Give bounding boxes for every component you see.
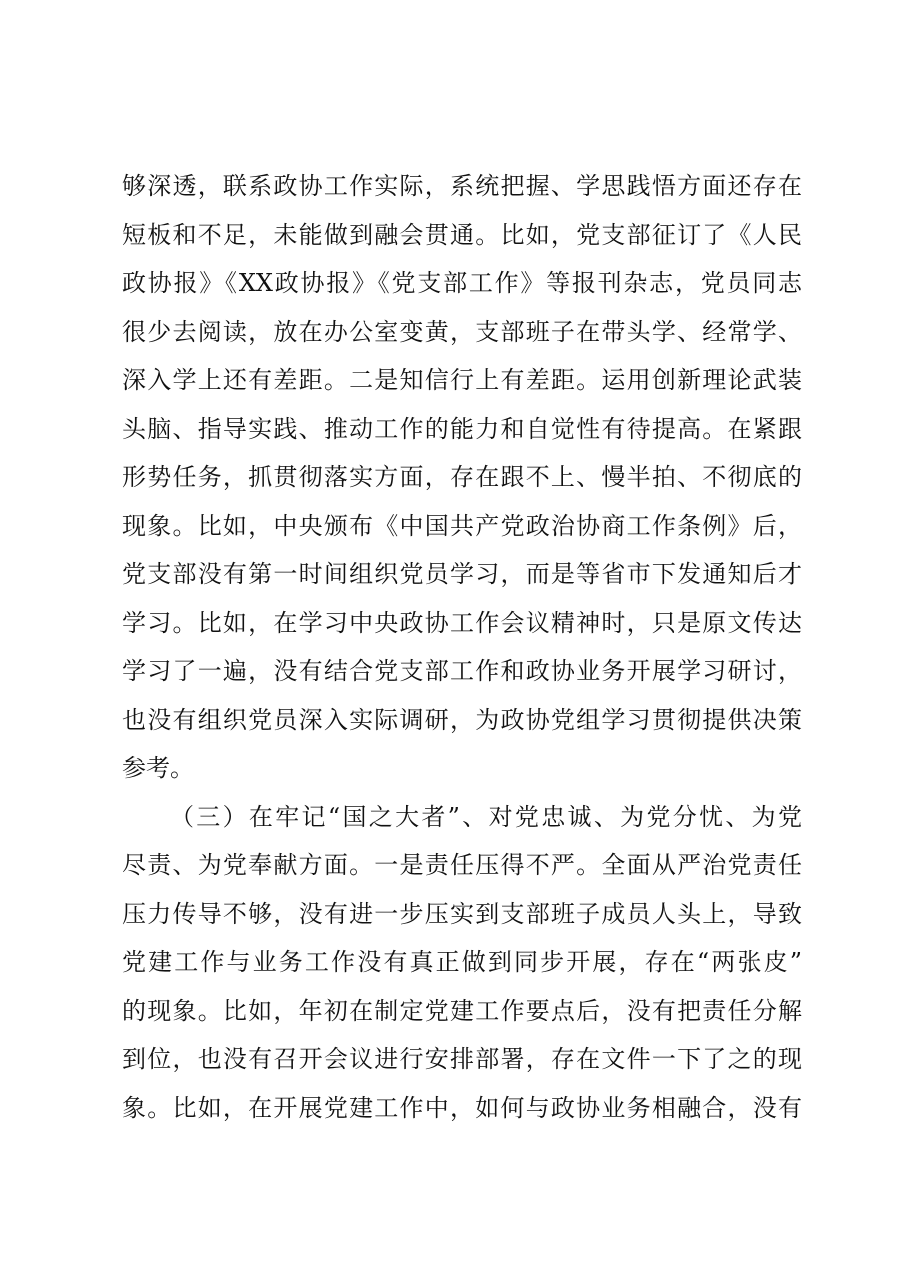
text-line: 的现象。比如，年初在制定党建工作要点后，没有把责任分解 [122, 996, 802, 1025]
paragraph-2 [122, 793, 802, 1133]
text-line: 头脑、指导实践、推动工作的能力和自觉性有待提高。在紧跟 [122, 414, 802, 443]
text-line: 到位，也没有召开会议进行安排部署，存在文件一下了之的现 [122, 1045, 802, 1073]
text-line: 尽责、为党奉献方面。一是责任压得不严。全面从严治党责任 [122, 851, 802, 879]
text-line: 现象。比如，中央颁布《中国共产党政治协商工作条例》后， [122, 511, 802, 540]
text-line: 短板和不足，未能做到融会贯通。比如，党支部征订了《人民 [122, 220, 802, 249]
text-line: 象。比如，在开展党建工作中，如何与政协业务相融合，没有 [122, 1093, 802, 1122]
text-line: 够深透，联系政协工作实际，系统把握、学思践悟方面还存在 [122, 172, 802, 200]
text-line: 形势任务，抓贯彻落实方面，存在跟不上、慢半拍、不彻底的 [122, 463, 802, 491]
body-text [122, 162, 802, 1132]
text-line: 党建工作与业务工作没有真正做到同步开展，存在“两张皮” [122, 948, 802, 976]
text-line: 政协报》《XX政协报》《党支部工作》等报刊杂志，党员同志 [122, 269, 802, 297]
text-line: 很少去阅读，放在办公室变黄，支部班子在带头学、经常学、 [122, 317, 802, 346]
text-line: 学习了一遍，没有结合党支部工作和政协业务开展学习研讨， [122, 657, 802, 685]
text-line: 党支部没有第一时间组织党员学习，而是等省市下发通知后才 [122, 560, 802, 588]
text-line: （三）在牢记“国之大者”、对党忠诚、为党分忧、为党 [170, 802, 802, 831]
text-line: 也没有组织党员深入实际调研，为政协党组学习贯彻提供决策 [122, 705, 802, 734]
text-line: 压力传导不够，没有进一步压实到支部班子成员人头上，导致 [122, 899, 802, 928]
paragraph-1 [122, 162, 802, 793]
text-line: 深入学上还有差距。二是知信行上有差距。运用创新理论武装 [122, 366, 802, 394]
text-line: 参考。 [122, 754, 194, 782]
text-line: 学习。比如，在学习中央政协工作会议精神时，只是原文传达 [122, 608, 802, 637]
